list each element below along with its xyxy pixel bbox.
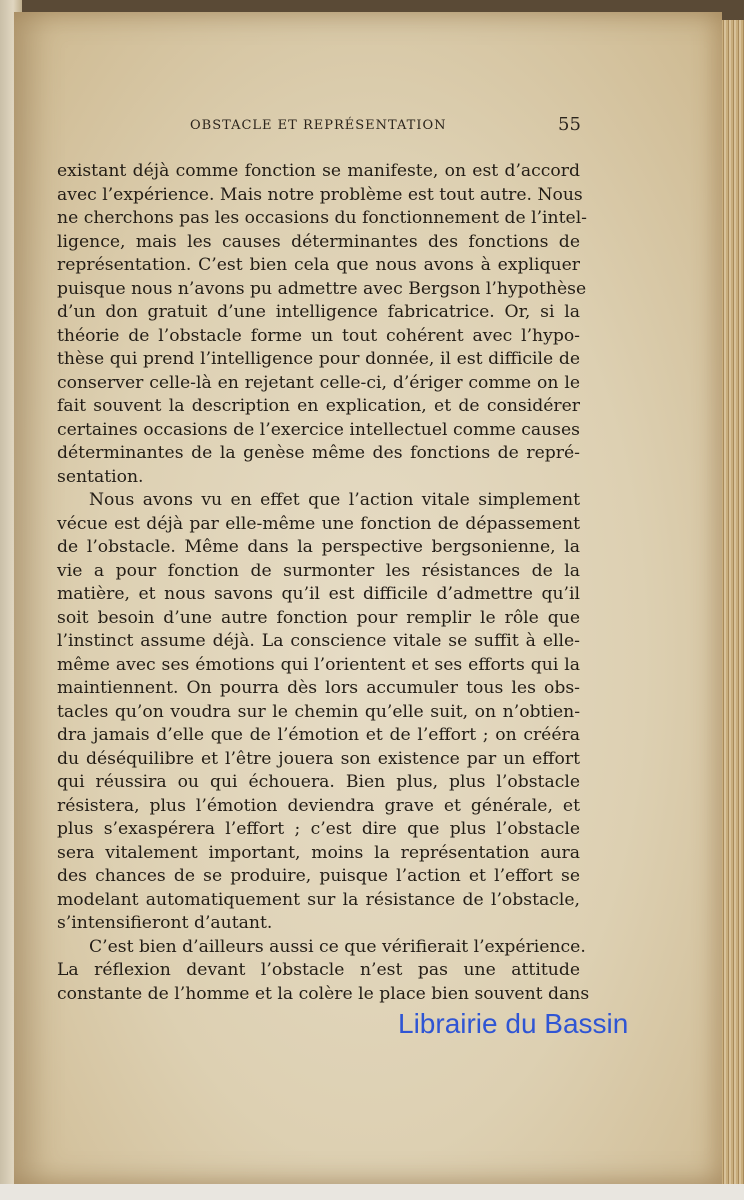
watermark-text: Librairie du Bassin xyxy=(398,1008,629,1039)
text-line: qui réussira ou qui échouera. Bien plus, plus l’obstacle xyxy=(57,772,580,792)
text-line: ligence, mais les causes déterminantes des fonctions de xyxy=(57,231,580,252)
text-line: de l’obstacle. Même dans la perspective bergsonienne, la xyxy=(57,537,580,557)
text-line: vie a pour fonction de surmonter les résistances de la xyxy=(57,560,580,581)
paragraph xyxy=(57,489,580,936)
text-line: ne cherchons pas les occasions du fonctionnement de l’intel- xyxy=(57,208,587,228)
paragraph xyxy=(57,936,590,1007)
text-line: même avec ses émotions qui l’orientent et ses efforts qui la xyxy=(57,654,580,675)
text-line: des chances de se produire, puisque l’action et l’effort se xyxy=(57,866,580,886)
text-line: l’instinct assume déjà. La conscience vitale se suffit à elle- xyxy=(57,631,580,651)
text-line: tacles qu’on voudra sur le chemin qu’elle suit, on n’obtien- xyxy=(57,701,580,722)
text-line: fait souvent la description en explication, et de considérer xyxy=(57,396,580,416)
text-line: du déséquilibre et l’être jouera son existence par un effort xyxy=(57,748,580,769)
text-line: constante de l’homme et la colère le place bien souvent dans xyxy=(57,983,590,1004)
text-line: théorie de l’obstacle forme un tout cohérent avec l’hypo- xyxy=(57,325,580,346)
text-line: avec l’expérience. Mais notre problème est tout autre. Nous xyxy=(57,184,583,205)
text-line: plus s’exaspérera l’effort ; c’est dire que plus l’obstacle xyxy=(57,819,580,839)
text-line: C’est bien d’ailleurs aussi ce que vérifierait l’expérience. xyxy=(89,936,586,957)
page-number: 55 xyxy=(558,114,581,135)
text-line: déterminantes de la genèse même des fonctions de repré- xyxy=(57,443,580,463)
text-line: certaines occasions de l’exercice intellectuel comme causes xyxy=(57,419,580,440)
text-line: représentation. C’est bien cela que nous avons à expliquer xyxy=(57,255,580,275)
text-line: résistera, plus l’émotion deviendra grave et générale, et xyxy=(57,795,580,816)
body-text xyxy=(57,160,590,1006)
text-line: d’un don gratuit d’une intelligence fabricatrice. Or, si la xyxy=(57,302,580,322)
running-head: OBSTACLE ET REPRÉSENTATION xyxy=(190,118,447,133)
text-line: Nous avons vu en effet que l’action vitale simplement xyxy=(89,490,580,510)
text-line: thèse qui prend l’intelligence pour donnée, il est difficile de xyxy=(57,349,580,369)
text-line: modelant automatiquement sur la résistance de l’obstacle, xyxy=(57,889,580,910)
text-line: dra jamais d’elle que de l’émotion et de l’effort ; on crééra xyxy=(57,725,580,745)
paragraph xyxy=(57,160,587,489)
text-line: sera vitalement important, moins la représentation aura xyxy=(57,842,580,863)
text-line: s’intensifieront d’autant. xyxy=(57,913,273,933)
text-line: puisque nous n’avons pu admettre avec Bergson l’hypothèse xyxy=(57,278,587,299)
text-line: matière, et nous savons qu’il est difficile d’admettre qu’il xyxy=(57,584,580,604)
text-line: existant déjà comme fonction se manifeste, on est d’accord xyxy=(57,161,580,181)
text-line: vécue est déjà par elle-même une fonction de dépassement xyxy=(57,513,580,534)
text-line: conserver celle-là en rejetant celle-ci, d’ériger comme on le xyxy=(57,372,580,393)
text-line: sentation. xyxy=(57,466,144,487)
text-line: soit besoin d’une autre fonction pour remplir le rôle que xyxy=(57,607,580,628)
text-line: maintiennent. On pourra dès lors accumuler tous les obs- xyxy=(57,678,580,698)
text-line: La réflexion devant l’obstacle n’est pas une attitude xyxy=(57,960,580,980)
bottom-background xyxy=(0,1184,744,1200)
